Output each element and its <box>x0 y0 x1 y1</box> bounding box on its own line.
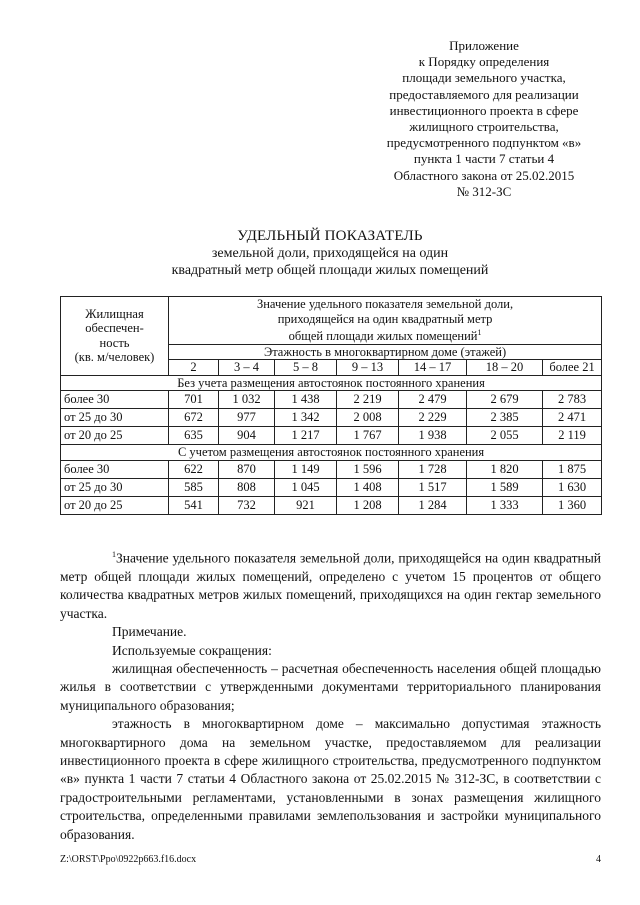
table-cell: 1 589 <box>467 478 543 496</box>
table-cell: 1 728 <box>399 460 467 478</box>
table-row <box>61 496 602 514</box>
table-row <box>61 409 602 427</box>
floor-column-header: 3 – 4 <box>219 360 275 376</box>
floor-column-header: более 21 <box>543 360 602 376</box>
table-cell: 2 119 <box>543 427 602 445</box>
table-row <box>61 478 602 496</box>
table-cell: 2 479 <box>399 391 467 409</box>
table-cell: 1 875 <box>543 460 602 478</box>
header-floors: Этажность в многоквартирном доме (этажей) <box>169 344 602 360</box>
table-cell: 1 208 <box>337 496 399 514</box>
row-label: от 20 до 25 <box>61 496 169 514</box>
floor-column-header: 14 – 17 <box>399 360 467 376</box>
table-cell: 701 <box>169 391 219 409</box>
note-label: Примечание. <box>112 624 187 640</box>
row-label: от 20 до 25 <box>61 427 169 445</box>
appendix-line: к Порядку определения <box>418 54 550 70</box>
appendix-line: № 312-ЗС <box>456 183 512 199</box>
table-cell: 1 408 <box>337 478 399 496</box>
footnote-mark: 1 <box>112 550 116 559</box>
table-cell: 2 783 <box>543 391 602 409</box>
table-cell: 1 596 <box>337 460 399 478</box>
table-row <box>61 391 602 409</box>
appendix-line: Областного закона от 25.02.2015 <box>393 167 575 183</box>
row-label: от 25 до 30 <box>61 409 169 427</box>
table-cell: 921 <box>275 496 337 514</box>
table-cell: 1 333 <box>467 496 543 514</box>
table-cell: 541 <box>169 496 219 514</box>
table-cell: 2 385 <box>467 409 543 427</box>
table-cell: 1 217 <box>275 427 337 445</box>
appendix-line: предусмотренного подпунктом «в» <box>386 135 582 151</box>
row-label: от 25 до 30 <box>61 478 169 496</box>
table-cell: 2 471 <box>543 409 602 427</box>
definition-floors: этажность в многоквартирном доме – максимально допустимая этажность многоквартирного дома на земельном участке, предоставляемом для реализации инвестиционного проекта в сфере жилищного строительства, предусмотренного подпунктом «в» пункта 1 части 7 статьи 4 Областного закона от 25.02.2015 № 312-ЗС, в соответствии с градостроительными регламентами, установленными в зонах размещения жилищного строительства, определенными правилами землепользования и застройки муниципального образования. <box>60 716 601 842</box>
header-housing-provision: Жилищная обеспечен- ность (кв. м/человек) <box>61 297 169 376</box>
definition-housing-provision: жилищная обеспеченность – расчетная обеспеченность населения общей площадью жилья в соответствии с утвержденными документами территориального планирования муниципального образования; <box>60 660 601 713</box>
table-cell: 585 <box>169 478 219 496</box>
table-cell: 1 342 <box>275 409 337 427</box>
row-label: более 30 <box>61 391 169 409</box>
section-title: С учетом размещения автостоянок постоянного хранения <box>61 445 602 461</box>
table-cell: 1 360 <box>543 496 602 514</box>
file-path: Z:\ORST\Ppo\0922p663.f16.docx <box>60 854 197 865</box>
table-cell: 1 284 <box>399 496 467 514</box>
table-cell: 1 438 <box>275 391 337 409</box>
table-cell: 2 229 <box>399 409 467 427</box>
header-indicator-value: Значение удельного показателя земельной доли, приходящейся на один квадратный метр общей площади жилых помещений$^1$ <box>169 297 602 345</box>
appendix-header <box>368 38 600 200</box>
table-cell: 732 <box>219 496 275 514</box>
footnote-ref: 1 <box>477 328 482 337</box>
table-cell: 977 <box>219 409 275 427</box>
footnote-paragraph: $^1$Значение удельного показателя земельной доли, приходящейся на один квадратный метр общей площади жилых помещений, определено с учетом 15 процентов от общего количества квадратных метров жилых помещений, приходящихся на один гектар земельного участка. <box>60 550 601 621</box>
table-cell: 622 <box>169 460 219 478</box>
appendix-line: инвестиционного проекта в сфере <box>389 102 579 118</box>
appendix-line: пункта 1 части 7 статьи 4 <box>413 151 555 167</box>
table-cell: 1 820 <box>467 460 543 478</box>
table-cell: 635 <box>169 427 219 445</box>
table-row <box>61 460 602 478</box>
appendix-line: предоставляемого для реализации <box>389 86 579 102</box>
abbreviations-label: Используемые сокращения: <box>112 642 272 658</box>
table-cell: 2 008 <box>337 409 399 427</box>
title-subtitle-2: квадратный метр общей площади жилых помещений <box>171 263 489 278</box>
floor-column-header: 18 – 20 <box>467 360 543 376</box>
document-title <box>60 228 600 279</box>
table-cell: 2 219 <box>337 391 399 409</box>
table-cell: 1 517 <box>399 478 467 496</box>
table-cell: 672 <box>169 409 219 427</box>
table-cell: 1 045 <box>275 478 337 496</box>
table-cell: 2 055 <box>467 427 543 445</box>
section-title: Без учета размещения автостоянок постоянного хранения <box>61 375 602 391</box>
appendix-line: Приложение <box>449 38 519 53</box>
table-cell: 870 <box>219 460 275 478</box>
notes-section <box>60 546 601 844</box>
row-label: более 30 <box>61 460 169 478</box>
indicator-table <box>60 296 602 515</box>
table-cell: 1 938 <box>399 427 467 445</box>
appendix-line: площади земельного участка, <box>402 70 566 86</box>
table-cell: 1 767 <box>337 427 399 445</box>
table-cell: 1 032 <box>219 391 275 409</box>
floor-column-header: 5 – 8 <box>275 360 337 376</box>
appendix-line: жилищного строительства, <box>409 119 559 135</box>
floor-column-header: 2 <box>169 360 219 376</box>
table-row <box>61 427 602 445</box>
table-cell: 808 <box>219 478 275 496</box>
table-cell: 1 149 <box>275 460 337 478</box>
title-main: УДЕЛЬНЫЙ ПОКАЗАТЕЛЬ <box>237 228 423 244</box>
title-subtitle-1: земельной доли, приходящейся на один <box>211 246 449 261</box>
table-cell: 2 679 <box>467 391 543 409</box>
table-cell: 904 <box>219 427 275 445</box>
table-cell: 1 630 <box>543 478 602 496</box>
floor-column-header: 9 – 13 <box>337 360 399 376</box>
page-number: 4 <box>596 854 601 865</box>
